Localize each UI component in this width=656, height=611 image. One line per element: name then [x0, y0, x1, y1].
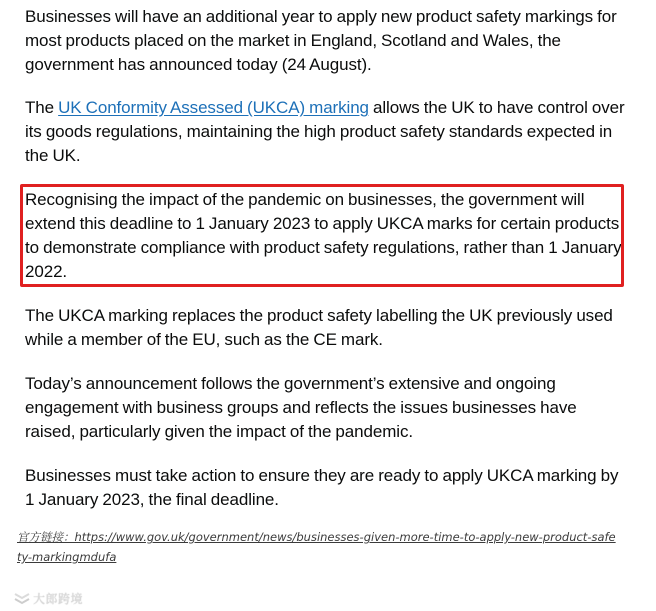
source-url-link[interactable]: https://www.gov.uk/government/news/businesses-given-more-time-to-apply-new-product-safety-markingmdufa: [17, 530, 616, 564]
source-label: 官方链接：: [17, 530, 75, 544]
watermark: [14, 589, 83, 607]
ukca-marking-link[interactable]: UK Conformity Assessed (UKCA) marking: [58, 98, 369, 117]
paragraph-6: Businesses must take action to ensure they are ready to apply UKCA marking by 1 January 2023, the final deadline.: [25, 466, 619, 509]
paragraph-1: Businesses will have an additional year to apply new product safety markings for most products placed on the market in England, Scotland and Wales, the government has announced today (24 August).: [25, 7, 617, 74]
paragraph-2: [25, 96, 631, 168]
paragraph-5: Today’s announcement follows the government’s extensive and ongoing engagement with business groups and reflects the issues businesses have raised, particularly given the impact of the pandemic.: [25, 374, 577, 441]
red-highlight-box: [20, 184, 624, 287]
paragraph-2-suffix: allows the UK to have control over its goods regulations, maintaining the high product safety standards expected in the UK.: [25, 98, 625, 165]
watermark-text: 大郎跨境: [33, 591, 84, 606]
watermark-logo-icon: [14, 591, 30, 605]
paragraph-2-prefix: The: [25, 98, 59, 117]
source-link-line: [17, 527, 617, 567]
paragraph-4: The UKCA marking replaces the product safety labelling the UK previously used while a member of the EU, such as the CE mark.: [25, 306, 613, 349]
paragraph-3-highlighted: Recognising the impact of the pandemic on businesses, the government will extend this deadline to 1 January 2023 to apply UKCA marks for certain products to demonstrate compliance with product safety regulations, rather than 1 January 2022.: [25, 190, 622, 281]
